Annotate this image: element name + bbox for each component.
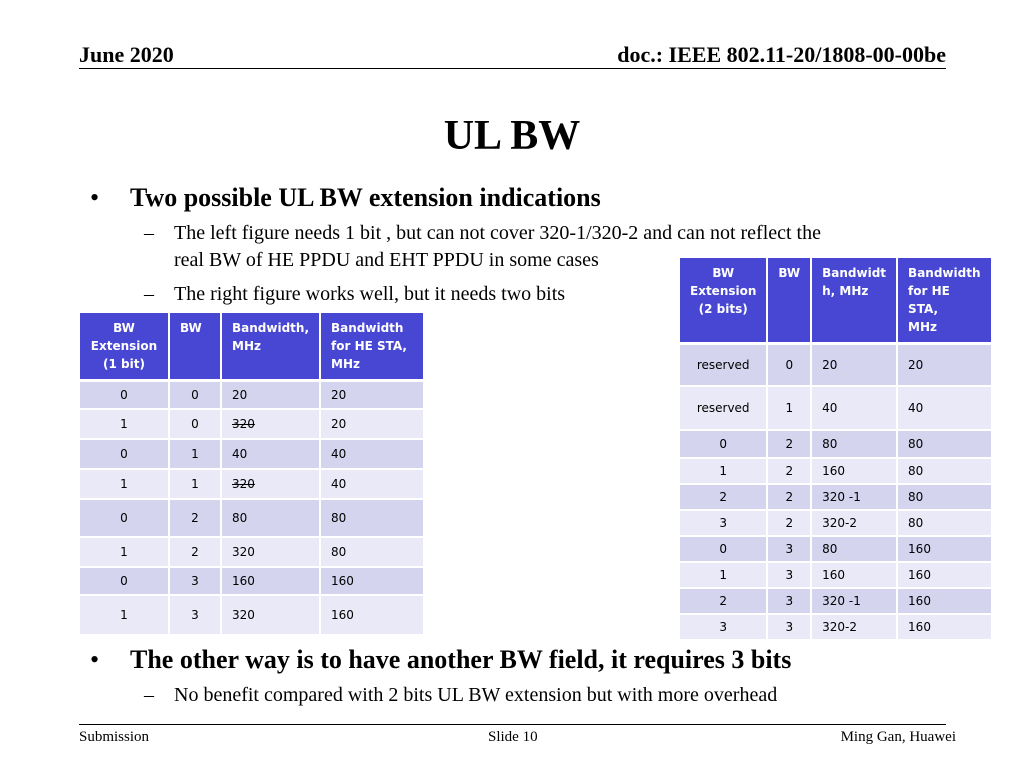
table-cell: 20	[321, 382, 423, 410]
table-cell: 1	[680, 459, 768, 485]
footer-slide-number: Slide 10	[488, 729, 538, 745]
header-line: for HE STA,	[331, 339, 407, 353]
bullet-symbol: •	[90, 645, 100, 674]
footer-rule	[79, 724, 946, 725]
right-table	[680, 258, 991, 641]
table-cell: 0	[80, 568, 170, 596]
table-cell: reserved	[680, 345, 768, 387]
table-cell: 2	[170, 500, 222, 538]
bullet-2	[90, 645, 791, 675]
table-cell: 3	[768, 563, 812, 589]
header-line: for HE STA,	[908, 284, 950, 316]
table-cell: 80	[812, 431, 898, 459]
table-cell: 320 -1	[812, 485, 898, 511]
table-cell: 3	[680, 615, 768, 641]
table-cell: 160	[812, 563, 898, 589]
header-date: June 2020	[79, 42, 174, 67]
table-row	[680, 387, 991, 431]
table-cell: 320	[222, 596, 321, 636]
table-cell: 20	[321, 410, 423, 440]
header-line: BW	[712, 266, 735, 280]
table-cell: 160	[898, 589, 990, 615]
header-line: h, MHz	[822, 284, 869, 298]
table-cell: 80	[321, 538, 423, 568]
table-cell: 1	[170, 470, 222, 500]
table-cell: 160	[812, 459, 898, 485]
header-cell	[680, 258, 768, 345]
table-row	[80, 596, 423, 636]
header-line: Bandwidt	[822, 266, 887, 280]
table-cell: 1	[768, 387, 812, 431]
table-row	[80, 500, 423, 538]
table-row	[80, 440, 423, 470]
table-row	[80, 382, 423, 410]
slide-title: UL BW	[443, 113, 581, 159]
header-line: Extension	[90, 339, 158, 353]
header-cell	[80, 313, 170, 382]
sub-bullet-1-line2: real BW of HE PPDU and EHT PPDU in some cases	[174, 249, 599, 271]
table-cell: 160	[898, 563, 990, 589]
header-line: Bandwidth	[331, 321, 404, 335]
table-cell: 0	[170, 410, 222, 440]
right-table-header	[680, 258, 991, 345]
table-cell: 0	[680, 537, 768, 563]
table-cell: 3	[170, 596, 222, 636]
table-cell: 80	[898, 431, 990, 459]
header-line: MHz	[908, 320, 938, 334]
sub-bullet-1-line1: The left figure needs 1 bit , but can not cover 320-1/320-2 and can not reflect the	[174, 222, 821, 244]
table-row	[680, 431, 991, 459]
header-line: BW	[778, 266, 801, 280]
table-cell: 0	[80, 382, 170, 410]
table-row	[80, 568, 423, 596]
table-row	[680, 615, 991, 641]
header-line: (2 bits)	[698, 302, 748, 316]
bullet-1	[90, 183, 601, 213]
table-cell: 0	[80, 440, 170, 470]
table-row	[680, 459, 991, 485]
table-cell: 160	[321, 568, 423, 596]
header-line: MHz	[232, 339, 261, 353]
dash-symbol: –	[144, 222, 154, 244]
table-cell: 1	[170, 440, 222, 470]
table-row	[80, 470, 423, 500]
header-line: Bandwidth	[908, 266, 981, 280]
header-cell	[170, 313, 222, 382]
bullet-2-text: The other way is to have another BW field, it requires 3 bits	[130, 645, 792, 674]
table-cell: 160	[898, 615, 990, 641]
table-cell: 80	[222, 500, 321, 538]
table-cell: 3	[768, 615, 812, 641]
table-cell: 1	[80, 410, 170, 440]
table-cell: 40	[321, 470, 423, 500]
table-cell: 320	[222, 538, 321, 568]
table-cell: 1	[80, 538, 170, 568]
table-cell: 3	[170, 568, 222, 596]
header-line: (1 bit)	[103, 357, 145, 371]
table-cell: 160	[321, 596, 423, 636]
table-row	[680, 511, 991, 537]
table-cell: 3	[768, 537, 812, 563]
header-line: Extension	[690, 284, 757, 298]
table-cell: 320-2	[812, 511, 898, 537]
table-cell: 2	[768, 485, 812, 511]
table-cell: 40	[898, 387, 990, 431]
table-row	[680, 345, 991, 387]
table-row	[680, 589, 991, 615]
table-cell: 2	[768, 459, 812, 485]
table-cell: 320-2	[812, 615, 898, 641]
table-cell: 320	[222, 410, 321, 440]
dash-symbol: –	[144, 283, 154, 305]
table-cell: 320 -1	[812, 589, 898, 615]
table-row	[80, 410, 423, 440]
table-cell: 80	[898, 511, 990, 537]
header-line: MHz	[331, 357, 360, 371]
table-cell: 2	[680, 485, 768, 511]
table-cell: 1	[80, 470, 170, 500]
table-row	[80, 538, 423, 568]
table-cell: 40	[321, 440, 423, 470]
dash-symbol: –	[144, 684, 154, 706]
table-cell: 40	[812, 387, 898, 431]
table-cell: 3	[680, 511, 768, 537]
header-line: BW	[180, 321, 202, 335]
sub-bullet-3-text: No benefit compared with 2 bits UL BW extension but with more overhead	[174, 684, 778, 706]
table-cell: 2	[768, 511, 812, 537]
table-cell: 20	[898, 345, 990, 387]
table-cell: 160	[898, 537, 990, 563]
table-cell: reserved	[680, 387, 768, 431]
header-rule	[79, 68, 946, 69]
table-cell: 80	[898, 485, 990, 511]
header-line: BW	[113, 321, 135, 335]
table-row	[680, 563, 991, 589]
table-cell: 2	[768, 431, 812, 459]
header-cell	[768, 258, 812, 345]
table-cell: 2	[170, 538, 222, 568]
table-cell: 3	[768, 589, 812, 615]
table-cell: 0	[768, 345, 812, 387]
table-row	[680, 485, 991, 511]
header-cell	[321, 313, 423, 382]
table-cell: 80	[898, 459, 990, 485]
footer-submission: Submission	[79, 729, 150, 745]
header-cell	[898, 258, 990, 345]
left-table-header	[80, 313, 423, 382]
sub-bullet-2-text: The right figure works well, but it needs two bits	[174, 283, 566, 305]
header-cell	[812, 258, 898, 345]
sub-bullet-3	[144, 682, 924, 709]
table-cell: 80	[812, 537, 898, 563]
table-cell: 1	[80, 596, 170, 636]
table-cell: 2	[680, 589, 768, 615]
header-doc-id: doc.: IEEE 802.11-20/1808-00-00be	[617, 42, 946, 67]
table-cell: 0	[80, 500, 170, 538]
header-line: Bandwidth,	[232, 321, 310, 335]
footer-author: Ming Gan, Huawei	[840, 729, 956, 745]
table-cell: 160	[222, 568, 321, 596]
table-cell: 40	[222, 440, 321, 470]
table-cell: 20	[812, 345, 898, 387]
header-cell	[222, 313, 321, 382]
table-cell: 20	[222, 382, 321, 410]
table-cell: 0	[170, 382, 222, 410]
bullet-symbol: •	[90, 183, 100, 212]
table-row	[680, 537, 991, 563]
table-cell: 0	[680, 431, 768, 459]
table-cell: 320	[222, 470, 321, 500]
bullet-1-text: Two possible UL BW extension indications	[130, 183, 601, 212]
left-table	[80, 313, 423, 636]
table-cell: 1	[680, 563, 768, 589]
table-cell: 80	[321, 500, 423, 538]
